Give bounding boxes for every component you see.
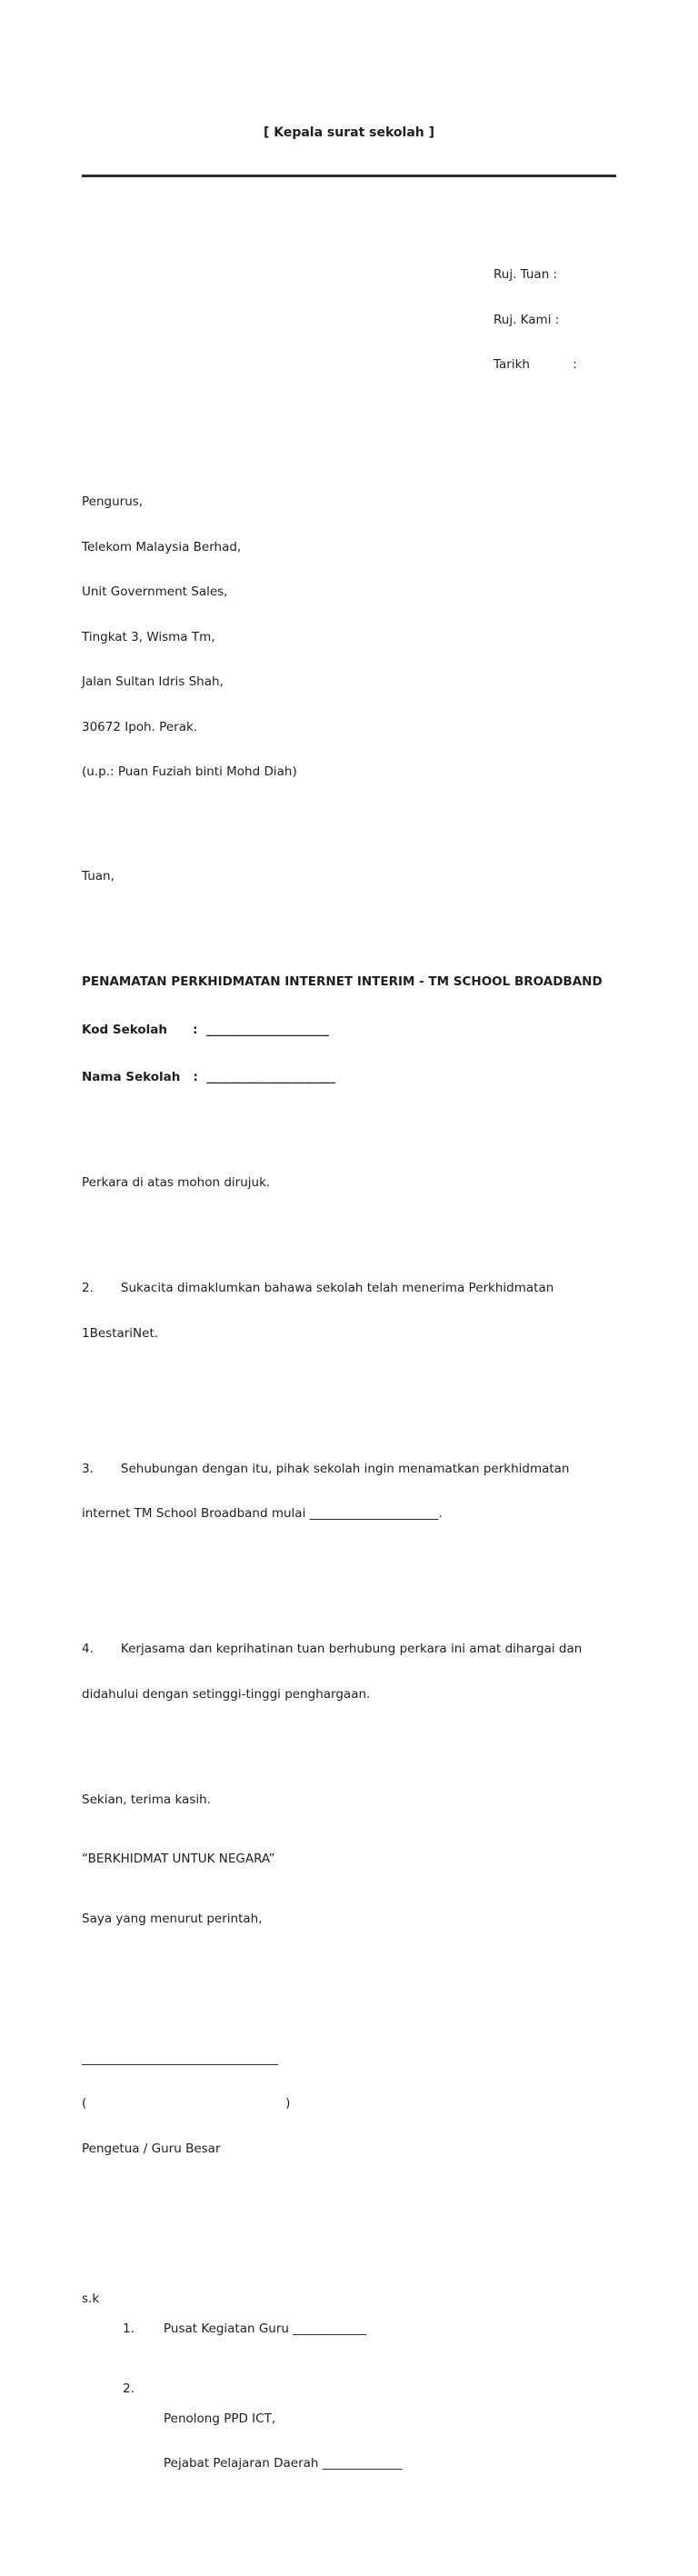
signature-block: [82, 2022, 616, 2187]
sign-off: Saya yang menurut perintah,: [82, 1911, 263, 1926]
subject-kod-sekolah-field: Kod Sekolah : ____________________: [82, 1022, 329, 1037]
paragraph-line: 2. Sukacita dimaklumkan bahawa sekolah telah menerima Perkhidmatan: [82, 1281, 554, 1295]
cc-block: [82, 2291, 616, 2531]
paragraph-4: [82, 1612, 616, 1732]
address-line: Jalan Sultan Idris Shah,: [82, 674, 224, 689]
cc-item-line: Pejabat Pelajaran Daerah _____________: [164, 2456, 403, 2471]
intro-paragraph: Perkara di atas mohon dirujuk.: [82, 1175, 271, 1190]
reference-block: [494, 237, 616, 403]
address-line: Pengurus,: [82, 494, 144, 509]
ref-ruj-tuan: Ruj. Tuan :: [494, 267, 558, 282]
closing-thanks: Sekian, terima kasih.: [82, 1792, 211, 1807]
cc-item-1: [123, 2321, 403, 2337]
cc-item-2: [123, 2381, 403, 2501]
paragraph-3: [82, 1432, 616, 1552]
salutation: Tuan,: [82, 869, 115, 884]
cc-item-text: Pusat Kegiatan Guru ____________: [164, 2321, 367, 2336]
cc-list: [123, 2291, 403, 2531]
address-line: Tingkat 3, Wisma Tm,: [82, 629, 215, 644]
recipient-address: [82, 464, 616, 810]
subject-title: PENAMATAN PERKHIDMATAN INTERNET INTERIM - TM SCHOOL BROADBAND: [82, 974, 603, 989]
signature-line: ________________________________: [82, 2051, 278, 2066]
paragraph-line: 1BestariNet.: [82, 1325, 159, 1341]
ref-tarikh: Tarikh :: [494, 357, 577, 372]
ref-ruj-kami: Ruj. Kami :: [494, 312, 560, 327]
address-line: Telekom Malaysia Berhad,: [82, 539, 242, 554]
slogan: “BERKHIDMAT UNTUK NEGARA”: [82, 1852, 275, 1866]
paragraph-line: 3. Sehubungan dengan itu, pihak sekolah ingin menamatkan perkhidmatan: [82, 1461, 570, 1476]
subject-nama-sekolah-field: Nama Sekolah : _____________________: [82, 1070, 336, 1084]
address-line: 30672 Ipoh. Perak.: [82, 719, 198, 734]
paragraph-2: [82, 1251, 616, 1371]
address-line: Unit Government Sales,: [82, 584, 228, 599]
signature-name-field: ( ): [82, 2096, 291, 2111]
cc-item-number: 1.: [123, 2321, 135, 2336]
subject-block: [82, 943, 616, 1118]
paragraph-line: 4. Kerjasama dan keprihatinan tuan berhubung perkara ini amat dihargai dan: [82, 1642, 583, 1656]
letterhead-placeholder: [ Kepala surat sekolah ]: [263, 125, 435, 140]
cc-item-number: 2.: [123, 2381, 135, 2396]
letterhead-divider: [82, 175, 616, 177]
paragraph-line: internet TM School Broadband mulai _____________________.: [82, 1506, 443, 1521]
paragraph-line: didahului dengan setinggi-tinggi penghargaan.: [82, 1686, 371, 1702]
address-line: (u.p.: Puan Fuziah binti Mohd Diah): [82, 764, 297, 779]
signer-title: Pengetua / Guru Besar: [82, 2141, 221, 2156]
cc-item-line: Penolong PPD ICT,: [164, 2411, 276, 2426]
cc-item-text: [164, 2381, 403, 2501]
cc-label: s.k: [82, 2291, 100, 2306]
